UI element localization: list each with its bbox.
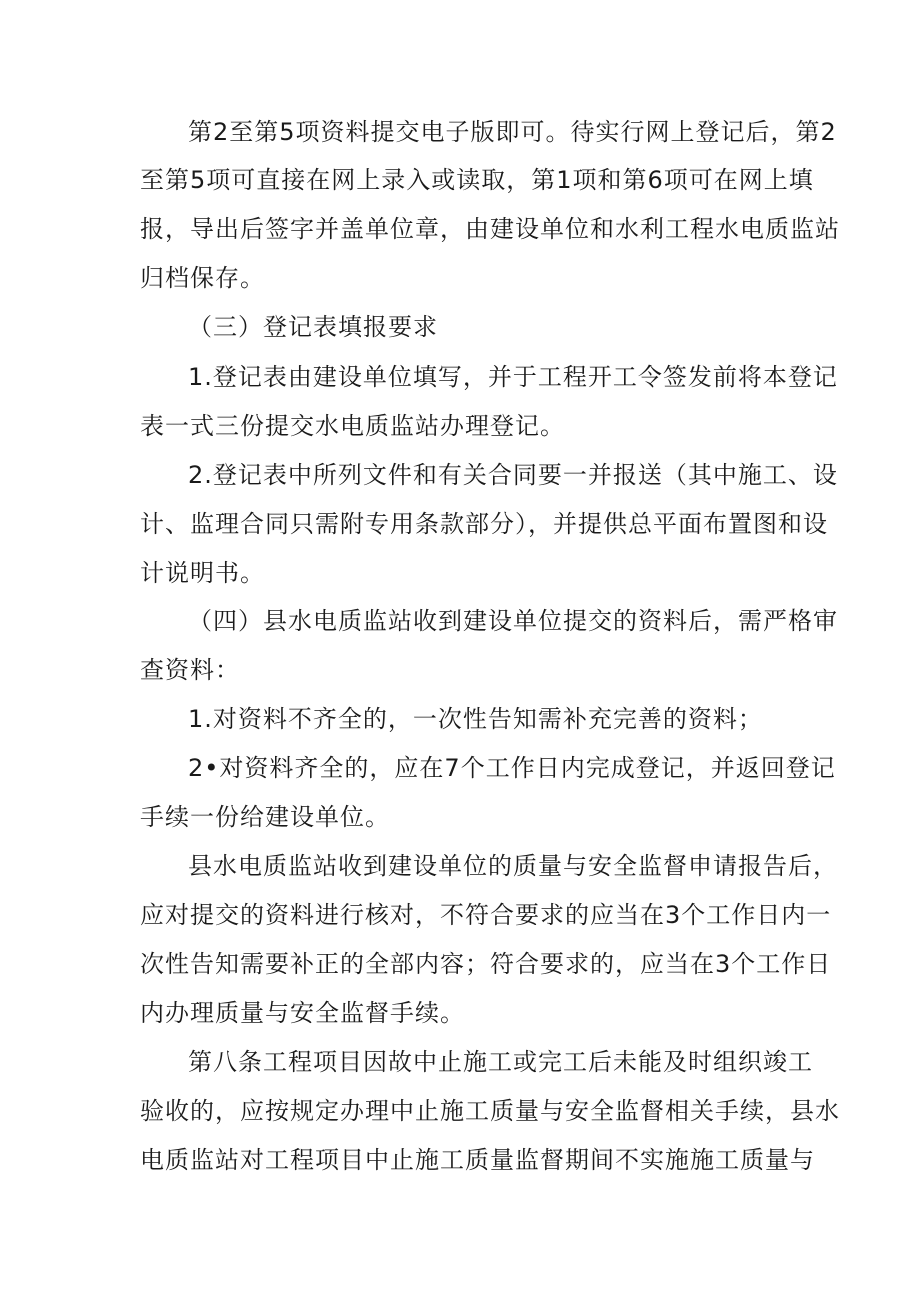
text-line: 应对提交的资料进行核对，不符合要求的应当在3个工作日内一 [140, 901, 832, 929]
text-line: 2.登记表中所列文件和有关合同要一并报送（其中施工、设 [188, 461, 838, 489]
text-line: 2•对资料齐全的，应在7个工作日内完成登记，并返回登记 [188, 754, 836, 782]
text-line: 县水电质监站收到建设单位的质量与安全监督申请报告后， [188, 852, 838, 880]
section-heading: （四）县水电质监站收到建设单位提交的资料后，需严格审 [188, 607, 838, 635]
text-line: 表一式三份提交水电质监站办理登记。 [140, 412, 565, 440]
text-line: 计、监理合同只需附专用条款部分），并提供总平面布置图和设 [140, 510, 828, 538]
text-line: 归档保存。 [140, 264, 265, 292]
section-heading: （三）登记表填报要求 [188, 313, 438, 341]
text-line: 电质监站对工程项目中止施工质量监督期间不实施施工质量与 [140, 1146, 815, 1174]
text-line: 第2至第5项资料提交电子版即可。待实行网上登记后，第2 [188, 118, 837, 146]
text-line: 至第5项可直接在网上录入或读取，第1项和第6项可在网上填 [140, 166, 814, 194]
text-line: 验收的，应按规定办理中止施工质量与安全监督相关手续，县水 [140, 1097, 840, 1125]
text-line: 报，导出后签字并盖单位章，由建设单位和水利工程水电质监站 [140, 215, 840, 243]
text-line: 内办理质量与安全监督手续。 [140, 999, 465, 1027]
text-line: 1.对资料不齐全的，一次性告知需补充完善的资料； [188, 705, 763, 733]
text-line: 计说明书。 [140, 559, 265, 587]
text-line: 第八条工程项目因故中止施工或完工后未能及时组织竣工 [188, 1048, 813, 1076]
text-line: 手续一份给建设单位。 [140, 803, 390, 831]
text-line: 查资料： [140, 656, 240, 684]
text-line: 1.登记表由建设单位填写，并于工程开工令签发前将本登记 [188, 363, 838, 391]
text-line: 次性告知需要补正的全部内容；符合要求的，应当在3个工作日 [140, 950, 832, 978]
